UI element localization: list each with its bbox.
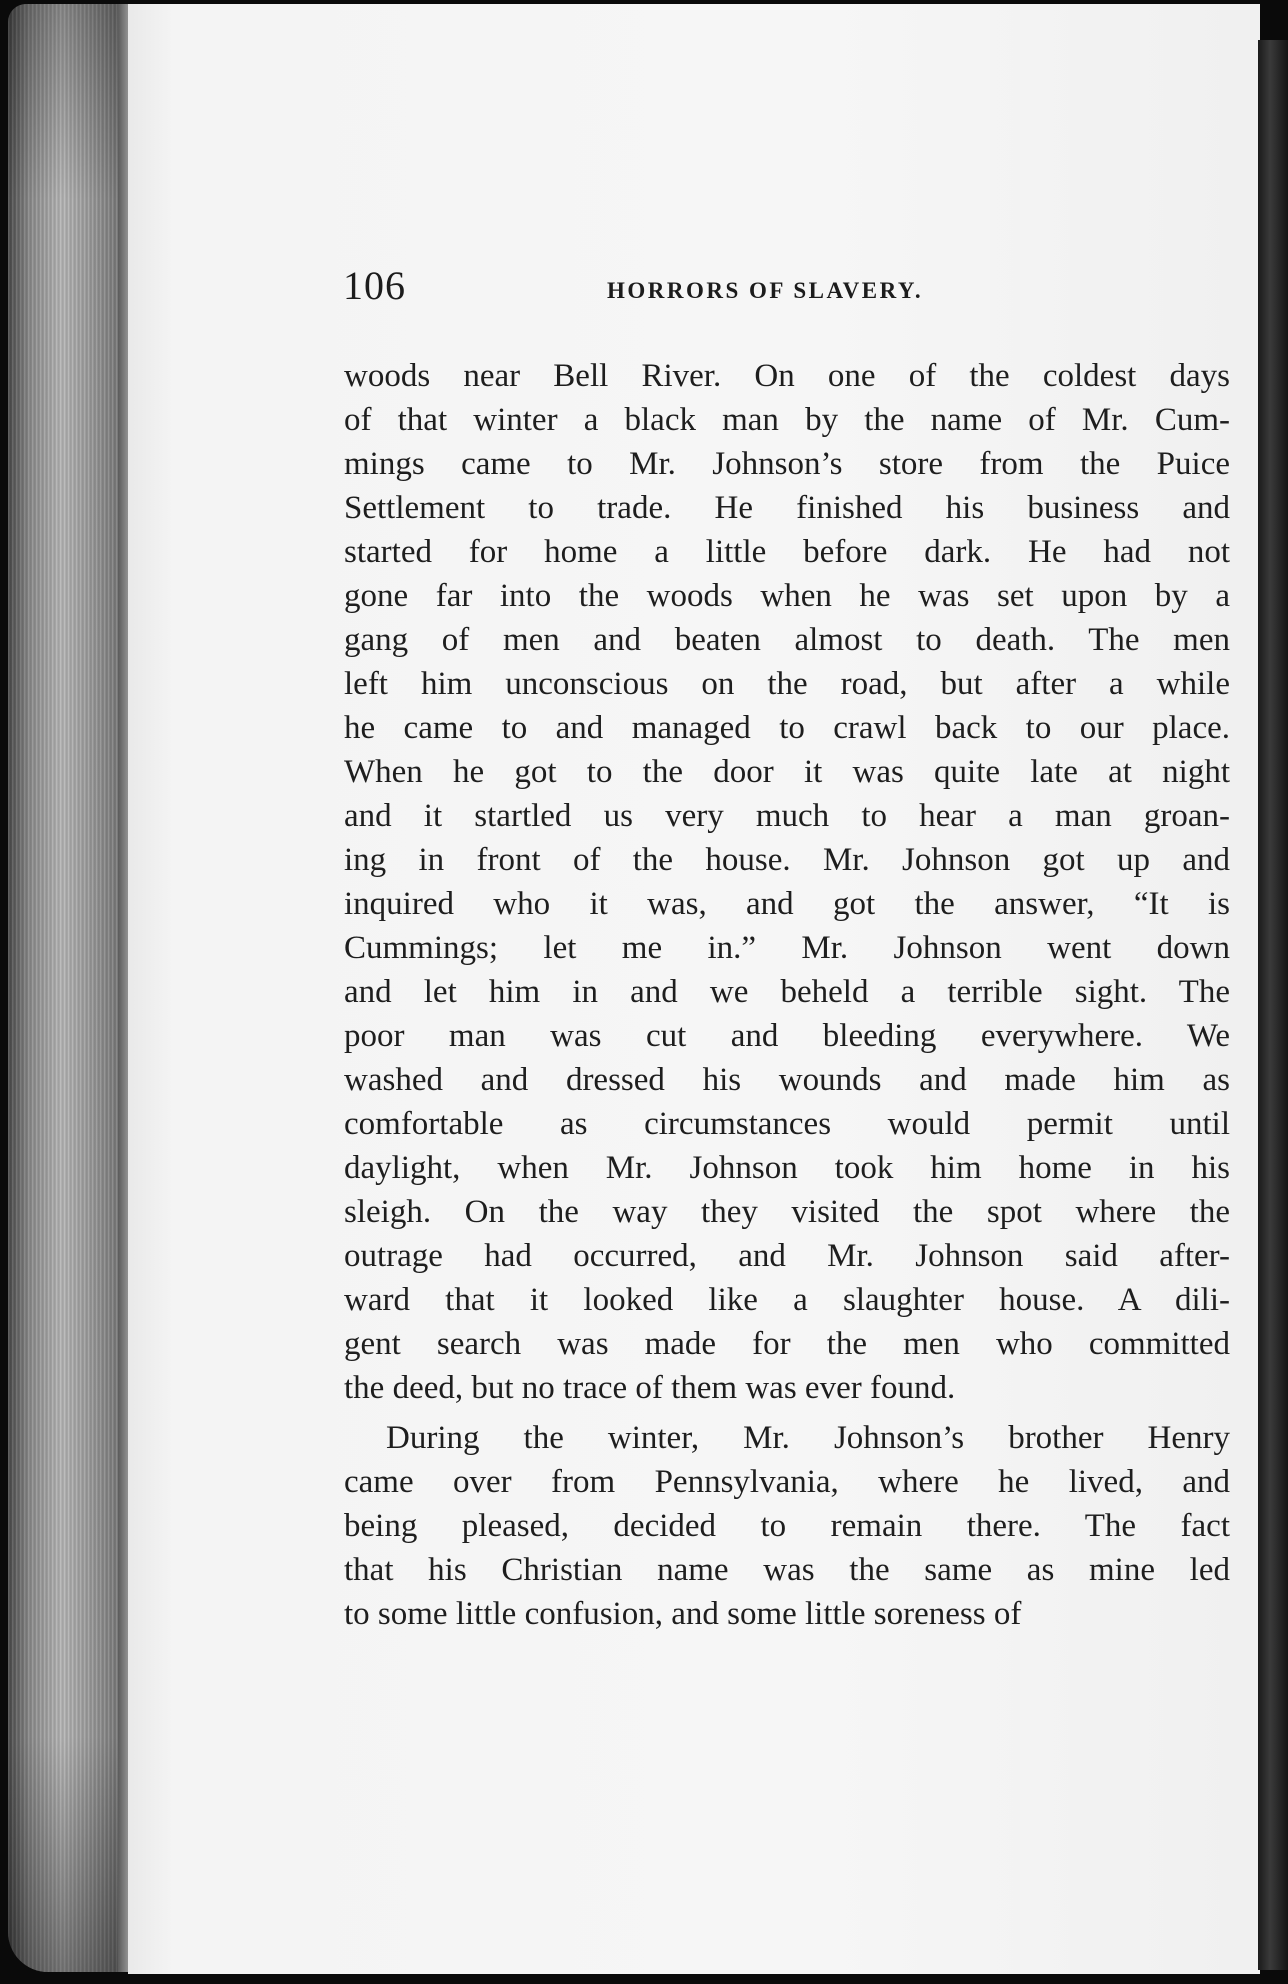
text-line: gone far into the woods when he was set upon by a [344, 578, 1230, 614]
body-text [344, 354, 1230, 1636]
running-title: HORRORS OF SLAVERY. [607, 278, 924, 303]
text-line: outrage had occurred, and Mr. Johnson said after- [344, 1238, 1230, 1274]
text-line: Cummings; let me in.” Mr. Johnson went down [344, 930, 1230, 966]
text-line: mings came to Mr. Johnson’s store from the Puice [344, 446, 1230, 482]
text-line: washed and dressed his wounds and made him as [344, 1062, 1230, 1098]
text-line: daylight, when Mr. Johnson took him home in his [344, 1150, 1230, 1186]
paragraph [344, 1416, 1230, 1636]
text-line: During the winter, Mr. Johnson’s brother Henry [386, 1420, 1230, 1456]
text-line: that his Christian name was the same as mine led [344, 1552, 1230, 1588]
paragraph [344, 354, 1230, 1410]
text-line: gang of men and beaten almost to death. The men [344, 622, 1230, 658]
text-line: Settlement to trade. He finished his business and [344, 490, 1230, 526]
text-line: left him unconscious on the road, but after a while [344, 666, 1230, 702]
text-line: gent search was made for the men who committed [344, 1326, 1230, 1362]
text-line: ing in front of the house. Mr. Johnson got up and [344, 842, 1230, 878]
text-line: ward that it looked like a slaughter house. A dili- [344, 1282, 1230, 1318]
text-line: he came to and managed to crawl back to our place. [344, 710, 1230, 746]
running-head [343, 262, 1223, 312]
text-line: of that winter a black man by the name of Mr. Cum- [344, 402, 1230, 438]
text-line: poor man was cut and bleeding everywhere. We [344, 1018, 1230, 1054]
text-line: sleigh. On the way they visited the spot where the [344, 1194, 1230, 1230]
right-page-edge [1258, 40, 1288, 1970]
text-line: started for home a little before dark. He had not [344, 534, 1230, 570]
text-line: being pleased, decided to remain there. The fact [344, 1508, 1230, 1544]
book-page-edges [8, 4, 128, 1972]
text-line: inquired who it was, and got the answer, “It is [344, 886, 1230, 922]
text-line: When he got to the door it was quite late at night [344, 754, 1230, 790]
text-line: woods near Bell River. On one of the coldest days [344, 358, 1230, 394]
text-line: the deed, but no trace of them was ever found. [344, 1370, 956, 1406]
text-line: and it startled us very much to hear a man groan- [344, 798, 1230, 834]
text-line: came over from Pennsylvania, where he lived, and [344, 1464, 1230, 1500]
page-number: 106 [343, 263, 406, 308]
text-line: and let him in and we beheld a terrible sight. The [344, 974, 1230, 1010]
text-line: to some little confusion, and some little soreness of [344, 1596, 1022, 1632]
text-line: comfortable as circumstances would permit until [344, 1106, 1230, 1142]
